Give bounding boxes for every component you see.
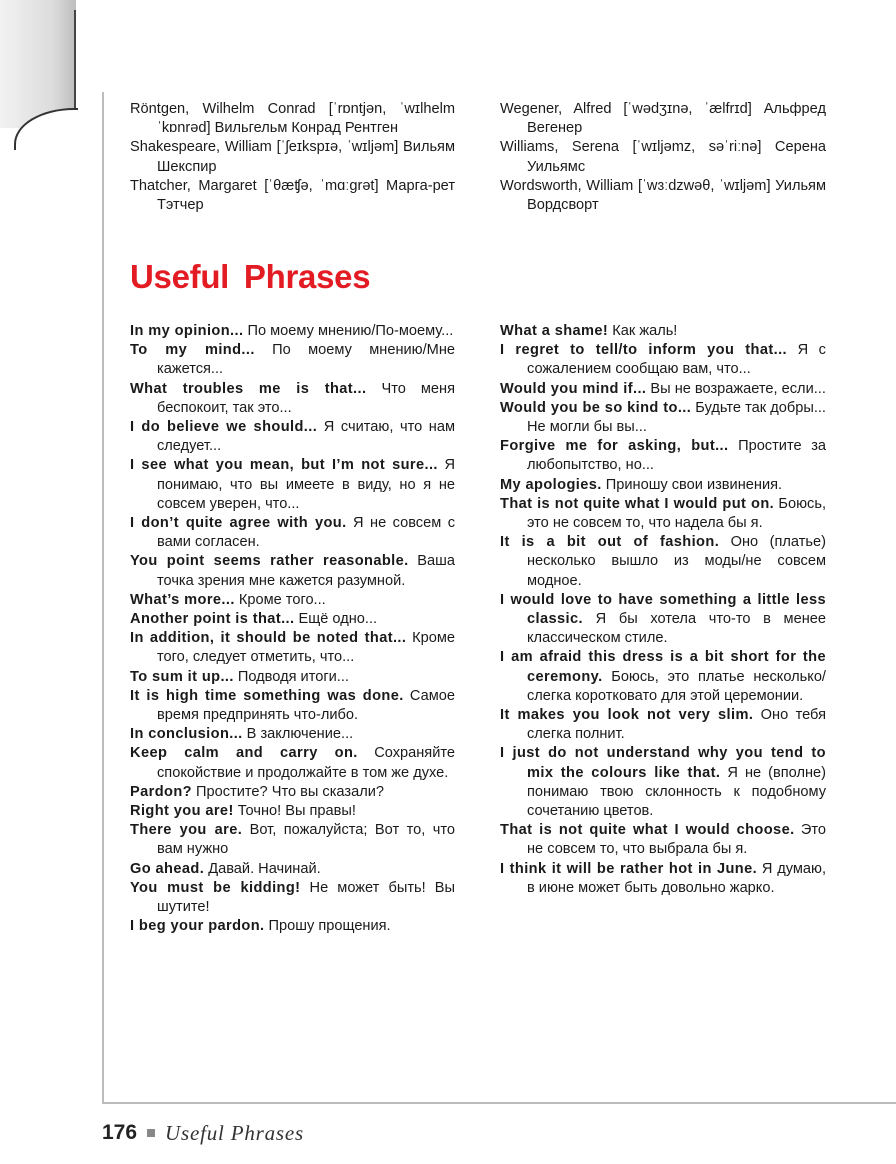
phrase-translation: По моему мнению/По-моему...: [243, 323, 454, 339]
phrase-text: There you are.: [130, 822, 243, 839]
phrase-text: It is high time something was done.: [130, 687, 404, 704]
phrase-translation: Я думаю, в июне может быть довольно жарко.: [527, 860, 827, 896]
phrase-translation: Подводя итоги...: [233, 668, 349, 685]
phrase-entry: [500, 380, 826, 399]
phrase-entry: [500, 591, 826, 649]
phrase-entry: [500, 533, 826, 591]
phrase-translation: Я считаю, что нам следует...: [157, 419, 455, 455]
phrase-entry: [500, 322, 826, 341]
phrase-translation: В заключение...: [242, 726, 354, 743]
phrase-entry: [500, 860, 826, 898]
phrase-entry: [130, 341, 455, 379]
name-entry: Röntgen, Wilhelm Conrad [ˈrɒntjən, ˈwɪlhelm ˈkɒnrəd] Вильгельм Конрад Рентген: [130, 101, 455, 137]
phrase-translation: Точно! Вы правы!: [233, 803, 356, 820]
phrase-text: Pardon?: [130, 783, 192, 800]
phrase-translation: Это не совсем то, что выбрала бы я.: [527, 822, 826, 858]
running-title: Useful Phrases: [165, 1120, 304, 1145]
phrase-text: I don’t quite agree with you.: [130, 515, 347, 532]
phrase-entry: [130, 591, 455, 610]
phrase-translation: Давай. Начинай.: [204, 860, 321, 877]
phrase-text: I see what you mean, but I’m not sure...: [130, 457, 438, 474]
phrase-text: You must be kidding!: [130, 879, 301, 896]
phrase-translation: Боюсь, это не совсем то, что надела бы я.: [527, 495, 826, 532]
names-list-right: [500, 100, 826, 215]
phrase-text: Another point is that...: [130, 611, 295, 628]
phrases-list-left: [130, 322, 455, 937]
frame-left-rule: [102, 92, 104, 1104]
square-bullet-icon: [147, 1129, 155, 1137]
phrase-translation: Простите? Что вы сказали?: [192, 783, 384, 800]
phrase-text: I regret to tell/to inform you that...: [500, 342, 787, 359]
phrase-entry: [500, 744, 826, 821]
phrase-translation: Оно (платье) несколько вышло из моды/не совсем модное.: [527, 534, 826, 589]
phrase-text: Forgive me for asking, but...: [500, 438, 729, 455]
phrase-text: I would love to have something a little less classic.: [500, 591, 826, 628]
phrase-text: In addition, it should be noted that...: [130, 630, 407, 647]
name-entry: Wordsworth, William [ˈwɜːdzwəθ, ˈwɪljəm] Уильям Вордсворт: [500, 177, 826, 214]
phrase-text: It makes you look not very slim.: [500, 707, 754, 724]
phrase-text: You point seems rather reasonable.: [130, 553, 409, 570]
phrase-text: In my opinion...: [130, 323, 244, 339]
phrase-text: Would you mind if...: [500, 380, 647, 397]
phrase-translation: Вот, пожалуйста; Вот то, что вам нужно: [157, 822, 455, 858]
phrase-text: In conclusion...: [130, 726, 243, 743]
phrase-entry: [130, 456, 455, 514]
phrase-entry: [130, 629, 455, 667]
phrase-text: Keep calm and carry on.: [130, 745, 358, 762]
phrase-translation: Кроме того, следует отметить, что...: [157, 630, 455, 666]
phrase-translation: Что меня беспокоит, так это...: [157, 380, 455, 416]
page-footer: [102, 1118, 304, 1148]
phrase-translation: По моему мнению/Мне кажется...: [157, 342, 455, 378]
name-entry: Wegener, Alfred [ˈwədʒɪnə, ˈælfrɪd] Альфред Вегенер: [500, 101, 826, 137]
phrase-text: My apologies.: [500, 476, 602, 493]
phrases-list-right: [500, 322, 826, 898]
section-heading: Useful Phrases: [130, 258, 371, 295]
name-entry: Shakespeare, William [ˈʃeɪkspɪə, ˈwɪljəm] Вильям Шекспир: [130, 139, 455, 175]
phrase-text: I do believe we should...: [130, 419, 318, 436]
phrase-text: What’s more...: [130, 591, 235, 608]
phrase-text: To sum it up...: [130, 668, 234, 685]
phrase-translation: Самое время предпринять что-либо.: [157, 687, 456, 724]
phrase-translation: Я бы хотела что-то в менее классическом стиле.: [527, 611, 826, 647]
phrase-entry: [130, 322, 455, 341]
phrase-entry: [130, 917, 455, 936]
phrase-entry: [130, 783, 455, 802]
phrase-entry: [130, 802, 455, 821]
phrase-text: I am afraid this dress is a bit short for the ceremony.: [500, 649, 826, 685]
phrase-entry: [500, 341, 826, 379]
phrase-translation: Я не (вполне) понимаю твою склонность к подобному сочетанию цветов.: [527, 764, 827, 820]
phrase-entry: [130, 687, 455, 725]
phrase-entry: [130, 821, 455, 859]
phrase-translation: Я не совсем с вами согласен.: [157, 515, 455, 551]
phrase-translation: Как жаль!: [608, 323, 678, 339]
phrase-translation: Простите за любопытство, но...: [527, 438, 826, 474]
phrase-entry: [500, 437, 826, 475]
frame-bottom-rule: [102, 1102, 896, 1104]
phrase-entry: [130, 744, 455, 782]
phrase-translation: Сохраняйте спокойствие и продолжайте в том же духе.: [157, 745, 455, 781]
phrase-translation: Будьте так добры... Не могли бы вы...: [527, 399, 826, 436]
phrase-translation: Не может быть! Вы шутите!: [157, 879, 455, 916]
phrase-translation: Я понимаю, что вы имеете в виду, но я не совсем уверен, что...: [157, 457, 455, 512]
phrase-entry: [500, 399, 826, 437]
phrase-translation: Боюсь, это платье несколько/слегка коротковато для этой церемонии.: [527, 668, 826, 704]
phrase-text: Right you are!: [130, 803, 234, 820]
phrase-translation: Я с сожалением сообщаю вам, что...: [527, 342, 826, 378]
phrase-text: Go ahead.: [130, 860, 205, 877]
phrase-entry: [130, 860, 455, 879]
phrase-translation: Прошу прощения.: [264, 918, 391, 935]
phrase-entry: [130, 514, 455, 552]
name-entry: Thatcher, Margaret [ˈθæʧə, ˈmɑːgrət] Марга-рет Тэтчер: [130, 177, 455, 214]
phrase-entry: [130, 418, 455, 456]
phrase-translation: Вы не возражаете, если...: [646, 380, 826, 397]
phrase-entry: [130, 610, 455, 629]
phrase-entry: [130, 725, 455, 744]
phrase-entry: [130, 879, 455, 917]
name-entry: Williams, Serena [ˈwɪljəmz, səˈriːnə] Серена Уильямс: [500, 139, 826, 175]
phrase-text: That is not quite what I would choose.: [500, 822, 795, 839]
phrase-entry: [500, 495, 826, 533]
phrase-text: What a shame!: [500, 323, 609, 339]
phrase-entry: [130, 552, 455, 590]
phrase-text: To my mind...: [130, 342, 255, 359]
phrase-entry: [500, 821, 826, 859]
phrase-text: I just do not understand why you tend to mix the colours like that.: [500, 745, 826, 781]
phrase-entry: [130, 380, 455, 418]
phrase-translation: Ещё одно...: [294, 611, 378, 628]
phrase-entry: [500, 648, 826, 706]
phrase-translation: Приношу свои извинения.: [601, 476, 783, 493]
phrase-text: It is a bit out of fashion.: [500, 534, 720, 551]
phrase-text: I think it will be rather hot in June.: [500, 860, 758, 877]
phrase-translation: Ваша точка зрения мне кажется разумной.: [157, 553, 455, 589]
phrase-entry: [500, 476, 826, 495]
page-number: 176: [102, 1121, 138, 1144]
phrase-entry: [130, 668, 455, 687]
phrase-translation: Кроме того...: [234, 591, 326, 608]
phrase-translation: Оно тебя слегка полнит.: [527, 707, 826, 743]
phrase-text: I beg your pardon.: [130, 918, 265, 935]
phrase-text: That is not quite what I would put on.: [500, 495, 775, 512]
phrase-entry: [500, 706, 826, 744]
phrase-text: What troubles me is that...: [130, 380, 367, 397]
phrase-text: Would you be so kind to...: [500, 399, 692, 416]
names-list-left: [130, 100, 455, 215]
